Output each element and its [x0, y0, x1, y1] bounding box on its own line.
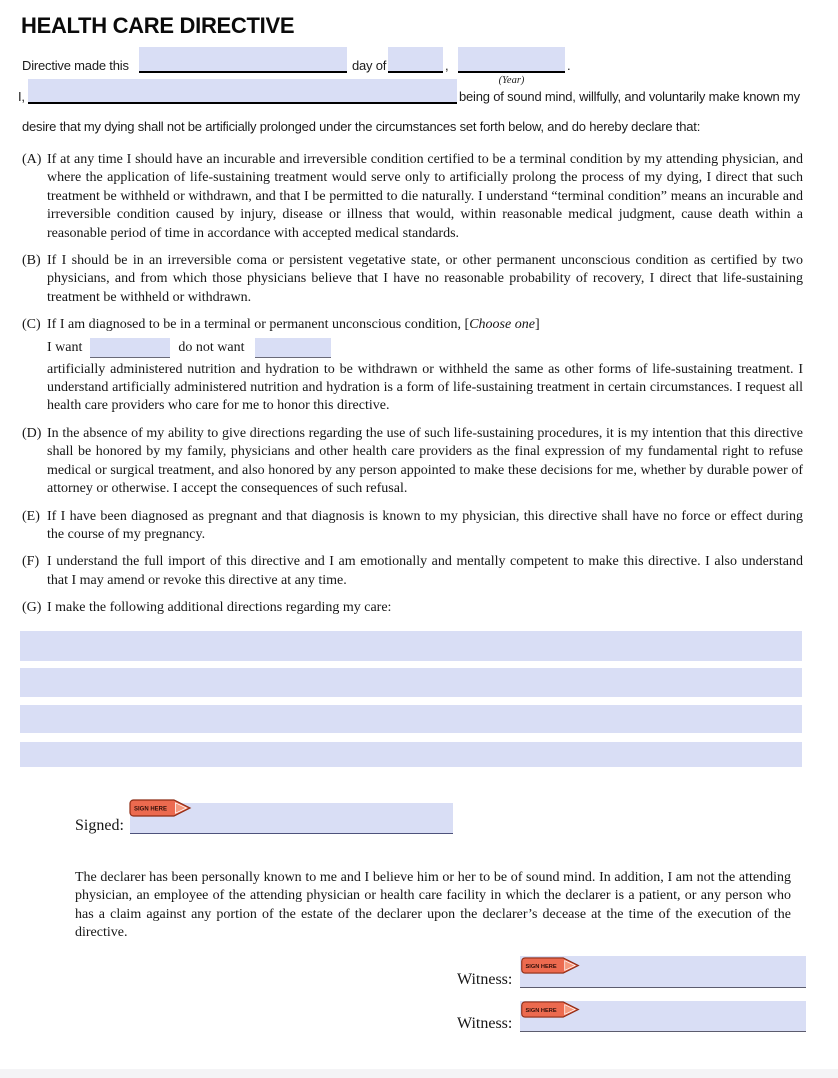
choose-one-italic: Choose one	[469, 317, 535, 333]
clause-d-text: In the absence of my ability to give directions regarding the use of such life-sustaining procedures, it is my intention that this directive shall be honored by my family, physicians and other health care providers as the final expression of my fundamental right to refuse medical or surgical treatment, and also honored by any person appointed to make these decisions for me, whether by durable power of attorney or otherwise. I accept the consequences of such refusal.	[47, 425, 803, 497]
do-not-want-label: do not want	[178, 340, 245, 356]
additional-directions-field-2[interactable]	[20, 668, 802, 697]
do-not-want-initials-field[interactable]	[255, 338, 331, 358]
want-initials-field[interactable]	[90, 338, 170, 358]
signed-label: Signed:	[75, 817, 124, 834]
period-text: .	[567, 58, 571, 73]
clause-e	[22, 508, 803, 545]
sign-here-tab-text: SIGN HERE	[134, 806, 168, 813]
choice-row	[47, 338, 803, 358]
clause-d	[22, 425, 803, 499]
declarant-name-field[interactable]	[28, 79, 457, 104]
clause-f	[22, 553, 803, 590]
i-want-label: I want	[47, 340, 83, 356]
additional-directions-field-4[interactable]	[20, 742, 802, 767]
sign-here-arrow-icon	[520, 1001, 582, 1018]
clause-g-text: I make the following additional directions regarding my care:	[47, 600, 392, 616]
page-bottom-strip	[0, 1069, 838, 1078]
clause-c	[22, 316, 803, 416]
clause-d-label: (D)	[22, 425, 42, 441]
clause-g	[22, 599, 803, 617]
i-prefix-label: I,	[18, 89, 25, 104]
clause-c-tail: artificially administered nutrition and hydration to be withdrawn or withheld the same as other forms of life-sustaining treatment. I understand artificially administered nutrition and hydration is a form of life-sustaining treatment in certain circumstances. I request all health care providers who care for me to honor this directive.	[47, 361, 803, 414]
sign-here-arrow-icon	[520, 957, 582, 974]
sign-here-tab-text: SIGN HERE	[525, 1007, 557, 1014]
clause-e-label: (E)	[22, 508, 40, 524]
clause-b-label: (B)	[22, 253, 41, 269]
clause-f-text: I understand the full import of this directive and I am emotionally and mentally competent to make this directive. I also understand that I may amend or revoke this directive at any time.	[47, 554, 803, 588]
clause-c-label: (C)	[22, 317, 41, 333]
made-this-label: Directive made this	[22, 58, 129, 73]
intro-continuation-text: desire that my dying shall not be artificially prolonged under the circumstances set forth below, and do hereby declare that:	[22, 119, 701, 134]
page-title: HEALTH CARE DIRECTIVE	[21, 13, 295, 38]
witness-1-label: Witness:	[457, 971, 513, 988]
witness-2-sign-here-tab[interactable]	[520, 1001, 582, 1023]
clause-a-label: (A)	[22, 152, 42, 167]
additional-directions-field-3[interactable]	[20, 705, 802, 733]
comma-text: ,	[445, 58, 449, 73]
sound-mind-text: being of sound mind, willfully, and voluntarily make known my	[459, 89, 800, 104]
month-field[interactable]	[388, 47, 443, 73]
sign-here-arrow-icon	[129, 799, 193, 817]
additional-directions-field-1[interactable]	[20, 631, 802, 661]
witness-statement: The declarer has been personally known to me and I believe him or her to be of sound mind. In addition, I am not the attending physician, an employee of the attending physician or health care facility in which the declarer is a patient, or any person who has a claim against any portion of the estate of the declarer upon the declarer’s decease at the time of the execution of the directive.	[75, 870, 791, 940]
clause-a	[22, 151, 803, 243]
year-caption: (Year)	[498, 75, 525, 86]
clauses-list	[22, 151, 803, 627]
clause-f-label: (F)	[22, 554, 40, 570]
clause-b	[22, 252, 803, 307]
clause-b-text: If I should be in an irreversible coma or persistent vegetative state, or other permanent unconscious condition as certified by two physicians, and from which those physicians believe that I have no reasonable probability of recovery, I direct that life-sustaining treatment be withheld or withdrawn.	[47, 253, 803, 305]
clause-a-text: If at any time I should have an incurable and irreversible condition certified to be a terminal condition by my attending physician, and where the application of life-sustaining treatment would serve only to artificially prolong the process of my dying, I direct that such treatment be withheld or withdrawn, and that I be permitted to die naturally. I understand “terminal condition” means an incurable and irreversible condition caused by injury, disease or illness that would, within reasonable medical judgment, cause death within a reasonable period of time in accordance with accepted medical standards.	[47, 152, 803, 241]
sign-here-tab-text: SIGN HERE	[525, 963, 557, 970]
day-of-label: day of	[352, 58, 387, 73]
date-written-field[interactable]	[139, 47, 347, 73]
clause-c-lead	[47, 316, 803, 334]
witness-2-label: Witness:	[457, 1015, 513, 1032]
clause-g-label: (G)	[22, 600, 42, 616]
year-field[interactable]	[458, 47, 565, 73]
sign-here-tab[interactable]	[129, 799, 193, 822]
witness-1-sign-here-tab[interactable]	[520, 957, 582, 979]
clause-e-text: If I have been diagnosed as pregnant and that diagnosis is known to my physician, this directive shall have no force or effect during the course of my pregnancy.	[47, 508, 803, 542]
clause-c-lead-text: If I am diagnosed to be in a terminal or permanent unconscious condition, [	[47, 317, 470, 333]
clause-c-lead-close: ]	[534, 317, 540, 333]
